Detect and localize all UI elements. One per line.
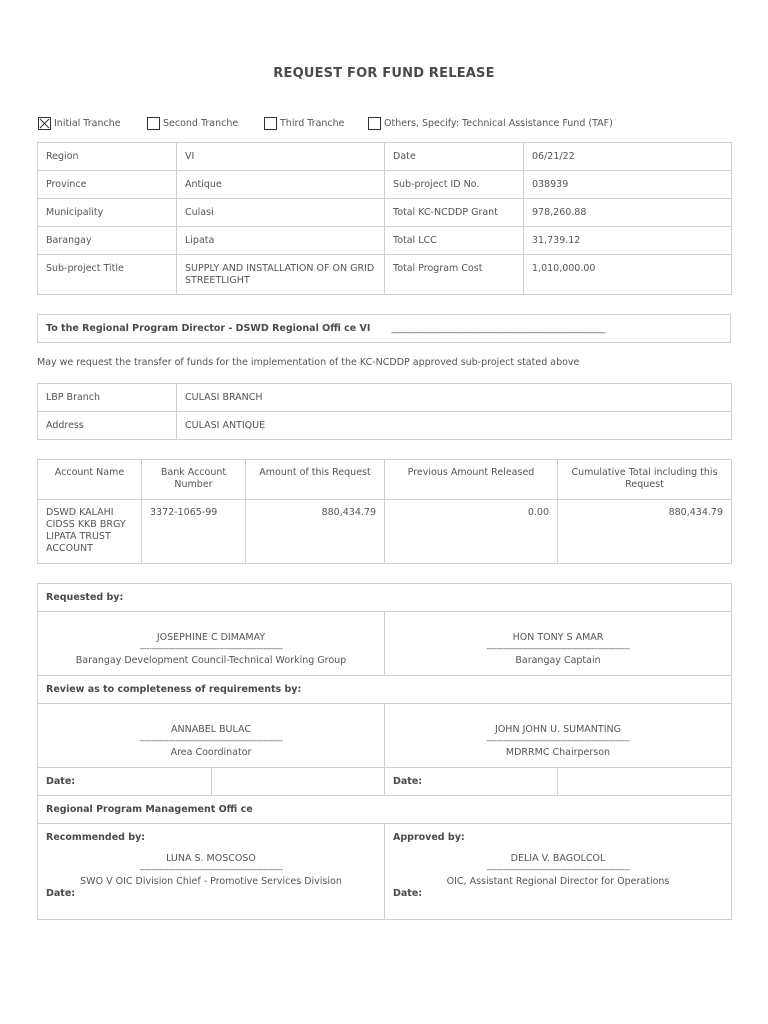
request-statement: May we request the transfer of funds for the implementation of the KC-NCDDP approved sub-project stated above: [37, 357, 580, 368]
program-cost-value: 1,010,000.00: [524, 255, 732, 295]
lbp-table: [37, 383, 732, 440]
region-value: VI: [177, 143, 385, 171]
municipality-label: Municipality: [38, 199, 177, 227]
director-signature-line: ________________________________________________: [391, 322, 606, 334]
date-value: 06/21/22: [524, 143, 732, 171]
signatory-title: MDRRMC Chairperson: [505, 747, 611, 758]
signatory-name: HON TONY S AMAR: [512, 632, 604, 643]
approved-block: [385, 824, 732, 920]
grant-label: Total KC-NCDDP Grant: [385, 199, 524, 227]
second-tranche-checkbox[interactable]: [147, 117, 160, 130]
amount-request-header: Amount of this Request: [246, 460, 385, 500]
bank-account-header: Bank Account Number: [142, 460, 246, 500]
captain-signature-block: [385, 612, 732, 676]
requester-signature-block: [38, 612, 385, 676]
tranche-label: Initial Tranche: [54, 117, 121, 129]
signature-line: ------------------------------------------------------------: [139, 645, 283, 653]
page-title: REQUEST FOR FUND RELEASE: [273, 66, 495, 81]
tranche-label: Second Tranche: [163, 117, 239, 129]
third-tranche-checkbox[interactable]: [264, 117, 277, 130]
grant-value: 978,260.88: [524, 199, 732, 227]
director-label: To the Regional Program Director - DSWD Regional Offi ce VI: [46, 322, 371, 334]
tranche-third[interactable]: [264, 115, 345, 131]
tranche-label: Others, Specify: Technical Assistance Fund (TAF): [384, 117, 613, 129]
municipality-value: Culasi: [177, 199, 385, 227]
director-address-box: [37, 314, 731, 343]
subproject-title-value: SUPPLY AND INSTALLATION OF ON GRID STREETLIGHT: [177, 255, 385, 295]
approved-by-label: Approved by:: [393, 832, 465, 843]
barangay-value: Lipata: [177, 227, 385, 255]
subproject-title-label: Sub-project Title: [38, 255, 177, 295]
signatory-name: JOSEPHINE C DIMAMAY: [156, 632, 266, 643]
province-value: Antique: [177, 171, 385, 199]
initial-tranche-checkbox[interactable]: [38, 117, 51, 130]
signatory-title: Barangay Development Council-Technical Working Group: [75, 655, 347, 666]
mdrrmc-signature-block: [385, 704, 732, 768]
signatory-title: SWO V OIC Division Chief - Promotive Services Division: [80, 876, 342, 887]
subproject-info-table: [37, 142, 732, 295]
lbp-address-value: CULASI ANTIQUE: [177, 412, 732, 440]
signatory-name: JOHN JOHN U. SUMANTING: [495, 724, 621, 735]
tranche-others[interactable]: [368, 115, 613, 131]
review-date-label-left: Date:: [38, 768, 212, 796]
region-label: Region: [38, 143, 177, 171]
signatory-title: Barangay Captain: [515, 655, 601, 666]
amount-request-cell: 880,434.79: [246, 500, 385, 564]
cumulative-total-header: Cumulative Total including this Request: [558, 460, 732, 500]
cumulative-total-cell: 880,434.79: [558, 500, 732, 564]
signature-line: ------------------------------------------------------------: [486, 866, 630, 874]
lbp-address-label: Address: [38, 412, 177, 440]
others-tranche-checkbox[interactable]: [368, 117, 381, 130]
barangay-label: Barangay: [38, 227, 177, 255]
account-name-cell: DSWD KALAHI CIDSS KKB BRGY LIPATA TRUST ACCOUNT: [38, 500, 142, 564]
accounts-table: [37, 459, 732, 564]
signatory-title: Area Coordinator: [170, 747, 252, 758]
bank-account-cell: 3372-1065-99: [142, 500, 246, 564]
review-date-label-right: Date:: [385, 768, 558, 796]
requested-by-label: Requested by:: [38, 584, 732, 612]
director-cell: [38, 315, 731, 343]
previous-amount-cell: 0.00: [385, 500, 558, 564]
lbp-branch-value: CULASI BRANCH: [177, 384, 732, 412]
tranche-label: Third Tranche: [280, 117, 345, 129]
signatory-title: OIC, Assistant Regional Director for Operations: [446, 876, 670, 887]
review-date-value-left[interactable]: [212, 768, 385, 796]
province-label: Province: [38, 171, 177, 199]
account-name-header: Account Name: [38, 460, 142, 500]
review-label: Review as to completeness of requirements by:: [38, 676, 732, 704]
table-row: [38, 500, 732, 564]
lbp-branch-label: LBP Branch: [38, 384, 177, 412]
recommended-by-label: Recommended by:: [46, 832, 146, 843]
subproject-id-value: 038939: [524, 171, 732, 199]
signature-line: ------------------------------------------------------------: [486, 645, 630, 653]
recommended-block: [38, 824, 385, 920]
signatory-name: ANNABEL BULAC: [171, 724, 251, 735]
program-cost-label: Total Program Cost: [385, 255, 524, 295]
signatory-name: LUNA S. MOSCOSO: [166, 853, 256, 864]
recommended-date-label: Date:: [46, 888, 76, 899]
date-label: Date: [385, 143, 524, 171]
rpmo-label: Regional Program Management Offi ce: [38, 796, 732, 824]
signature-line: ------------------------------------------------------------: [139, 737, 283, 745]
signatories-table: [37, 583, 732, 920]
reviewer-signature-block: [38, 704, 385, 768]
approved-date-label: Date:: [393, 888, 423, 899]
review-date-value-right[interactable]: [558, 768, 732, 796]
subproject-id-label: Sub-project ID No.: [385, 171, 524, 199]
lcc-label: Total LCC: [385, 227, 524, 255]
signatory-name: DELIA V. BAGOLCOL: [510, 853, 606, 864]
lcc-value: 31,739.12: [524, 227, 732, 255]
signature-line: ------------------------------------------------------------: [486, 737, 630, 745]
signature-line: ------------------------------------------------------------: [139, 866, 283, 874]
tranche-second[interactable]: [147, 115, 238, 131]
previous-amount-header: Previous Amount Released: [385, 460, 558, 500]
tranche-initial[interactable]: [38, 115, 121, 131]
